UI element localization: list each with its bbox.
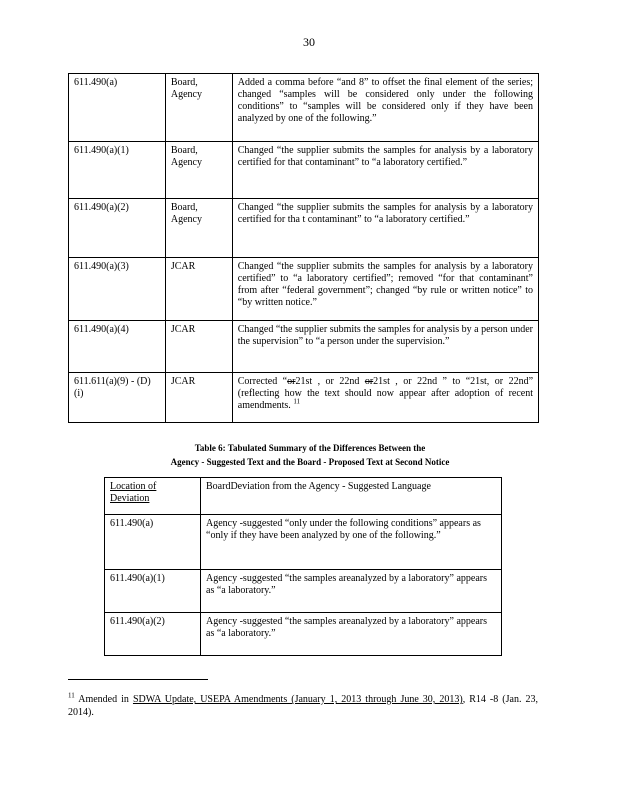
section-cell: 611.611(a)(9) - (D)(i): [69, 373, 166, 423]
location-cell: 611.490(a)(2): [105, 613, 201, 656]
change-cell: Changed “the supplier submits the samples for analysis by a laboratory certified” to “a laboratory certified”; removed “for that contaminant” from after “federal government”; changed “by rule or written notice” to “by written notice.”: [232, 258, 538, 321]
header-deviation: BoardDeviation from the Agency - Suggested Language: [201, 478, 502, 515]
changes-table: [68, 73, 539, 423]
table-row: [69, 373, 539, 423]
table-caption: [100, 441, 520, 469]
change-cell: [232, 373, 538, 423]
differences-table: [104, 477, 502, 656]
footnote-number: 11: [68, 691, 75, 700]
section-cell: 611.490(a)(1): [69, 142, 166, 199]
deviation-cell: Agency -suggested “only under the following conditions” appears as “only if they have been analyzed by one of the following.”: [201, 515, 502, 570]
table-row: [69, 74, 539, 142]
change-mid: 21st , or 22nd: [295, 376, 365, 387]
location-cell: 611.490(a)(1): [105, 570, 201, 613]
change-prefix: Corrected “: [237, 376, 288, 387]
footnote-ref: 11: [293, 397, 301, 406]
change-cell: Changed “the supplier submits the samples for analysis by a laboratory certified for tha t contaminant” to “a laboratory certified.”: [232, 199, 538, 258]
table-row: [105, 570, 502, 613]
location-cell: 611.490(a): [105, 515, 201, 570]
section-cell: 611.490(a): [69, 74, 166, 142]
source-cell: JCAR: [165, 258, 232, 321]
table-row: [69, 199, 539, 258]
source-cell: Board, Agency: [165, 142, 232, 199]
change-mid: 21st , or 22nd ” to “21st, or 22nd” (reflecting how the text should now appear after adoption of recent amendments.: [237, 376, 534, 411]
deviation-cell: Agency -suggested “the samples areanalyzed by a laboratory” appears as “a laboratory.”: [201, 613, 502, 656]
header-location-text: Location of Deviation: [110, 481, 157, 504]
table-row: [105, 613, 502, 656]
header-location: [105, 478, 201, 515]
caption-line: Table 6: Tabulated Summary of the Differences Between the: [194, 443, 426, 453]
change-cell: Added a comma before “and 8” to offset the final element of the series; changed “samples will be considered only under the following conditions” to “samples will be considered only if they have been analyzed by one of the following.”: [232, 74, 538, 142]
source-cell: Board, Agency: [165, 199, 232, 258]
struck-text: or: [364, 376, 374, 387]
page-number: 30: [303, 35, 315, 49]
footnote-divider: [68, 679, 208, 680]
source-cell: JCAR: [165, 321, 232, 373]
table-row: [69, 258, 539, 321]
source-cell: JCAR: [165, 373, 232, 423]
struck-text: or: [287, 376, 296, 387]
change-cell: Changed “the supplier submits the samples for analysis by a laboratory certified for that contaminant” to “a laboratory certified.”: [232, 142, 538, 199]
source-cell: Board, Agency: [165, 74, 232, 142]
footnote: [68, 693, 538, 719]
table-row: [105, 515, 502, 570]
section-cell: 611.490(a)(3): [69, 258, 166, 321]
section-cell: 611.490(a)(4): [69, 321, 166, 373]
table-row: [69, 321, 539, 373]
deviation-cell: Agency -suggested “the samples areanalyzed by a laboratory” appears as “a laboratory.”: [201, 570, 502, 613]
table-row: [69, 142, 539, 199]
table-header-row: [105, 478, 502, 515]
footnote-prefix: Amended in: [74, 694, 133, 705]
footnote-citation: SDWA Update, USEPA Amendments (January 1, 2013 through June 30, 2013): [132, 694, 463, 705]
footnote-suffix: , R14 -8 (Jan. 23, 2014).: [68, 694, 538, 718]
caption-line: Agency - Suggested Text and the Board - Proposed Text at Second Notice: [170, 457, 450, 467]
section-cell: 611.490(a)(2): [69, 199, 166, 258]
change-cell: Changed “the supplier submits the samples for analysis by a person under the supervision” to “a person under the supervision.”: [232, 321, 538, 373]
